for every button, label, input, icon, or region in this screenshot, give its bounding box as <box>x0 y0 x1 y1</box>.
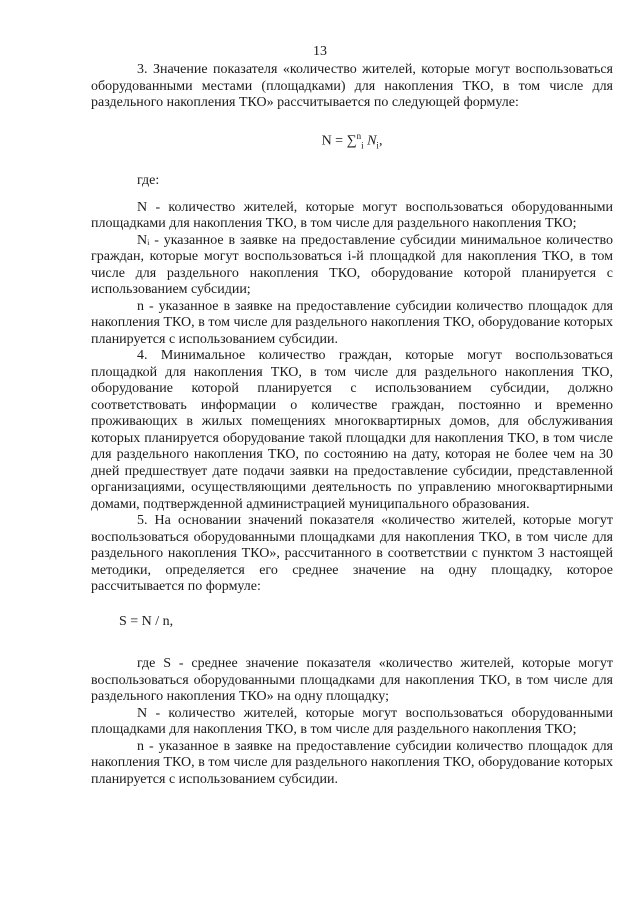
document-body <box>91 62 613 788</box>
formula-lhs: N = <box>321 133 347 149</box>
formula-sum-lower: i <box>361 139 364 150</box>
paragraph-5: 5. На основании значений показателя «количество жителей, которые могут воспользоваться оборудованными площадками для накопления ТКО, в том числе для раздельного накопления ТКО», рассчитанного в соответствии с пунктом 3 настоящей методики, определяется его среднее значение на одну площадку, которое рассчитывается по формуле: <box>91 513 613 595</box>
definition-N: N - количество жителей, которые могут воспользоваться оборудованными площадками для накопления ТКО, в том числе для раздельного накопления ТКО; <box>91 199 613 232</box>
where-label: где: <box>137 173 160 189</box>
definition-N-second: N - количество жителей, которые могут воспользоваться оборудованными площадками для накопления ТКО, в том числе для раздельного накопления ТКО; <box>91 705 613 738</box>
definition-S: где S - среднее значение показателя «количество жителей, которые могут воспользоваться оборудованными площадками для накопления ТКО, в том числе для раздельного накопления ТКО» на одну площадку; <box>91 656 613 705</box>
page-number: 13 <box>313 44 327 59</box>
formula-term-index: i <box>376 139 379 150</box>
formula-end: , <box>378 133 383 149</box>
definition-Ni: Nᵢ - указанное в заявке на предоставление субсидии минимальное количество граждан, которые могут воспользоваться i-й площадкой для накопления ТКО, в том числе для раздельного накопления ТКО, оборудование которой планируется с использованием субсидии; <box>91 232 613 298</box>
paragraph-4: 4. Минимальное количество граждан, которые могут воспользоваться площадкой для накопления ТКО, в том числе для раздельного накопления ТКО, оборудование которой планируется с использованием субсидии, должно соответствовать информации о количестве граждан, постоянно и временно проживающих в жилых помещениях многоквартирных домов, для обслуживания которых планируется оборудование такой площадки для накопления ТКО, в том числе для раздельного накопления ТКО, по состоянию на дату, которая не более чем на 30 дней предшествует дате подачи заявки на предоставление субсидии, представленной организациями, осуществляющими деятельность по управлению многоквартирными домами, подтвержденной администрацией муниципального образования. <box>91 348 613 512</box>
definition-n-second: n - указанное в заявке на предоставление субсидии количество площадок для накопления ТКО, в том числе для раздельного накопления ТКО, оборудование которых планируется с использованием субсидии. <box>91 738 613 787</box>
formula-sum-upper: n <box>356 130 362 141</box>
formula-average: S = N / n, <box>119 613 174 629</box>
paragraph-3: 3. Значение показателя «количество жителей, которые могут воспользоваться оборудованными местами (площадками) для накопления ТКО, в том числе для раздельного накопления ТКО» рассчитывается по следующей формуле: <box>91 62 613 110</box>
definition-n: n - указанное в заявке на предоставление субсидии количество площадок для накопления ТКО, в том числе для раздельного накопления ТКО, оборудование которых планируется с использованием субсидии. <box>91 298 613 347</box>
formula-sum-symbol: ∑ <box>346 133 357 149</box>
formula-sum-n <box>91 128 613 154</box>
formula-term: N <box>367 133 377 149</box>
